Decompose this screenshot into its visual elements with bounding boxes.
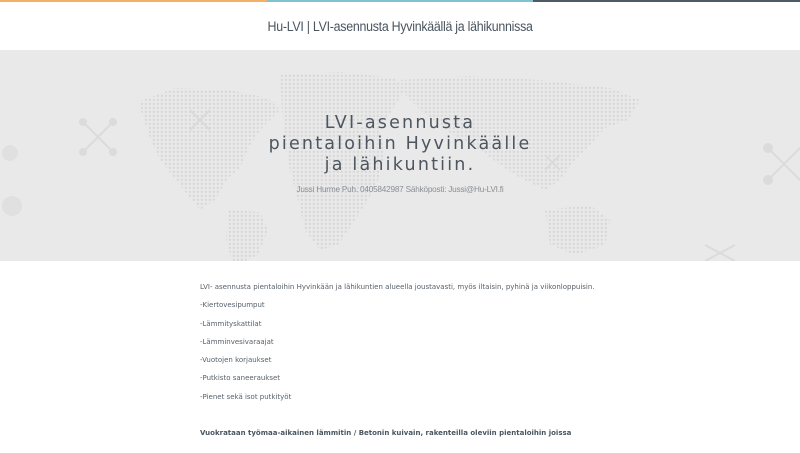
hero-heading-line-1: LVI-asennusta xyxy=(324,113,476,133)
hero-heading-line-2: pientaloihin Hyvinkäälle xyxy=(268,134,532,154)
service-item: -Pienet sekä isot putkityöt xyxy=(200,392,292,401)
service-item: -Lämminvesivaraajat xyxy=(200,337,274,346)
site-title-link[interactable]: Hu-LVI | LVI-asennusta Hyvinkäällä ja lähikunnissa xyxy=(267,18,533,34)
hero-heading-line-3: ja lähikuntiin. xyxy=(324,155,476,175)
service-item: -Kiertovesipumput xyxy=(200,301,265,310)
main-content xyxy=(200,283,620,447)
site-header xyxy=(0,2,800,50)
hero-content xyxy=(0,113,800,194)
rental-note: Vuokrataan työmaa-aikainen lämmitin / Betonin kuivain, rakenteilla oleviin pientaloihin joissa xyxy=(200,428,572,437)
hero-banner xyxy=(0,50,800,261)
service-item: -Lämmityskattilat xyxy=(200,319,262,328)
service-item: -Vuotojen korjaukset xyxy=(200,356,272,365)
service-item: -Putkisto saneeraukset xyxy=(200,374,281,383)
contact-info: Jussi Hurme Puh. 0405842987 Sähköposti: Jussi@Hu-LVI.fi xyxy=(296,185,504,194)
intro-text: LVI- asennusta pientaloihin Hyvinkään ja lähikuntien alueella joustavasti, myös iltaisin, pyhinä ja viikonloppuisin. xyxy=(200,283,595,291)
hero-heading xyxy=(0,113,800,176)
